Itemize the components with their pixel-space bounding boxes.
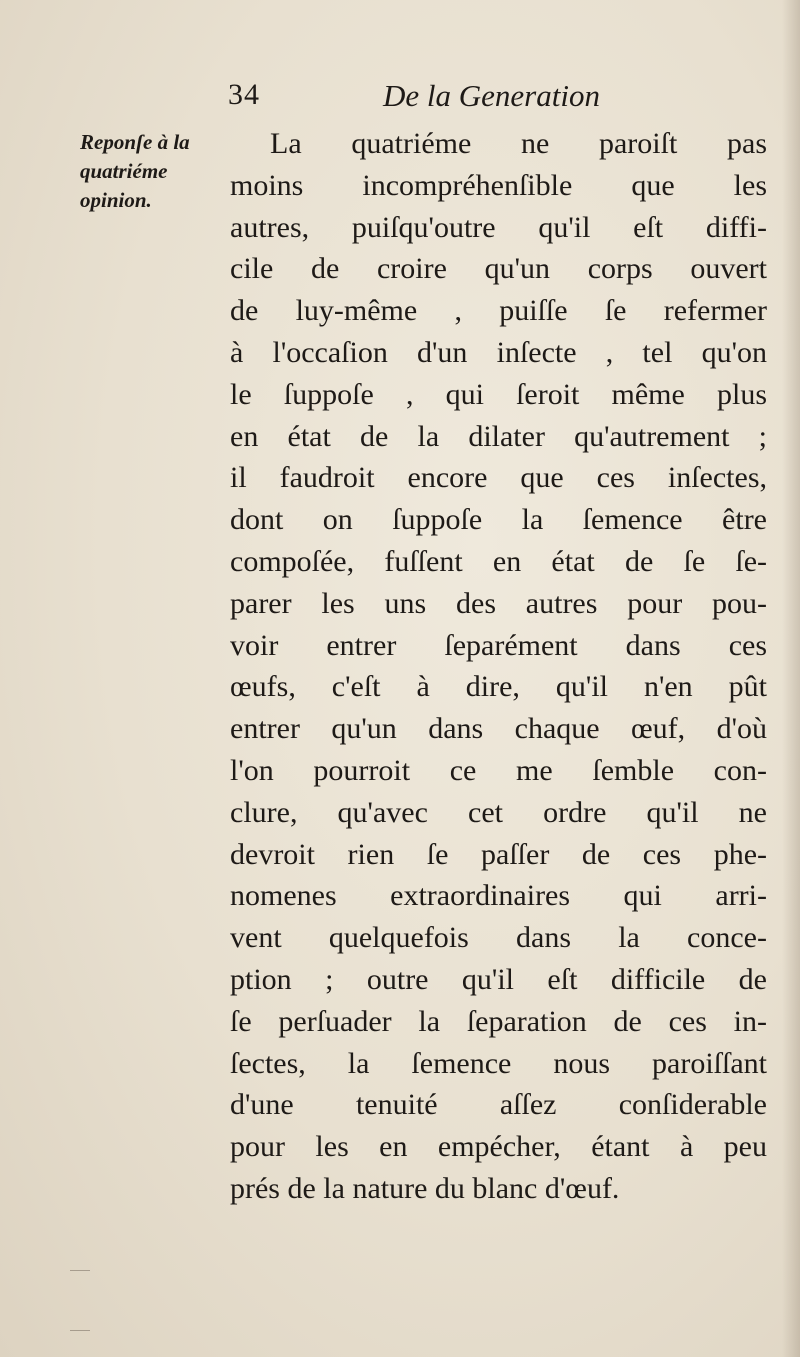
text-line: prés de la nature du blanc d'œuf. [230, 1171, 620, 1205]
text-line: moins incompréhenſible que les [230, 168, 767, 202]
text-line: ption ; outre qu'il eſt difficile de [230, 962, 767, 996]
text-line: cile de croire qu'un corps ouvert [230, 252, 767, 286]
text-line: voir entrer ſeparément dans ces [230, 628, 767, 662]
margin-note-line: quatriéme [80, 159, 168, 183]
text-line: d'une tenuité aſſez conſiderable [230, 1088, 767, 1122]
text-line: clure, qu'avec cet ordre qu'il ne [230, 795, 767, 829]
text-line: il faudroit encore que ces inſectes, [230, 461, 767, 495]
text-line: de luy-même , puiſſe ſe refermer [230, 294, 767, 328]
running-title: De la Generation [383, 78, 600, 113]
margin-mark [70, 1270, 90, 1271]
text-line: parer les uns des autres pour pou- [230, 586, 767, 620]
margin-note-line: Reponſe à la [80, 130, 190, 154]
margin-note [80, 128, 230, 215]
page-header [228, 78, 748, 128]
page-edge-shadow [782, 0, 800, 1357]
text-line: l'on pourroit ce me ſemble con- [230, 753, 767, 787]
text-line: pour les en empécher, étant à peu [230, 1130, 767, 1164]
text-line: ſectes, la ſemence nous paroiſſant [230, 1046, 767, 1080]
text-line: à l'occaſion d'un inſecte , tel qu'on [230, 335, 767, 369]
text-line: en état de la dilater qu'autrement ; [230, 419, 767, 453]
text-line: nomenes extraordinaires qui arri- [230, 879, 767, 913]
body-text [230, 123, 767, 1210]
text-line: œufs, c'eſt à dire, qu'il n'en pût [230, 670, 767, 704]
text-line: vent quelquefois dans la conce- [230, 921, 767, 955]
text-line: La quatriéme ne paroiſt pas [270, 127, 767, 160]
margin-mark [70, 1330, 90, 1331]
text-line: entrer qu'un dans chaque œuf, d'où [230, 712, 767, 746]
margin-note-line: opinion. [80, 188, 152, 212]
text-line: dont on ſuppoſe la ſemence être [230, 503, 767, 537]
text-line: ſe perſuader la ſeparation de ces in- [230, 1004, 767, 1038]
text-line: le ſuppoſe , qui ſeroit même plus [230, 377, 767, 411]
text-line: autres, puiſqu'outre qu'il eſt diffi- [230, 210, 767, 244]
text-line: devroit rien ſe paſſer de ces phe- [230, 837, 767, 871]
page-number: 34 [228, 78, 260, 111]
text-line: compoſée, fuſſent en état de ſe ſe- [230, 544, 767, 578]
